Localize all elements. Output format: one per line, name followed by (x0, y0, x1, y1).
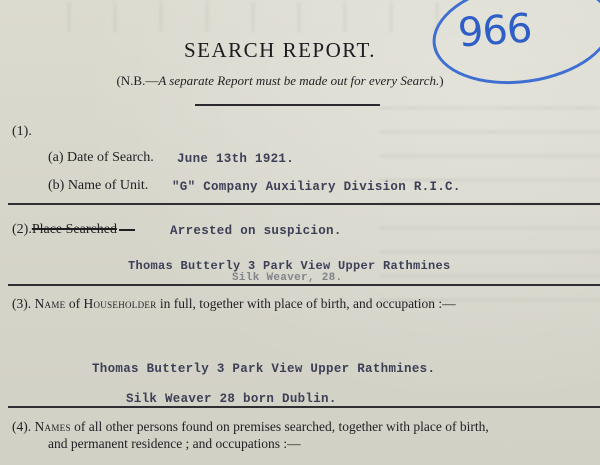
names-word: Names (34, 419, 71, 434)
name-word: Name (34, 296, 66, 311)
note-suffix: ) (439, 73, 444, 88)
section-2-label (12, 222, 135, 238)
strike-dash (119, 229, 135, 231)
date-of-search-value: June 13th 1921. (177, 152, 295, 166)
of-word: of (68, 296, 81, 311)
note-body: A separate Report must be made out for every Search. (158, 73, 440, 88)
section-divider (8, 284, 600, 286)
householder-name-address: Thomas Butterly 3 Park View Upper Rathmines. (92, 362, 436, 376)
section-4-number: (4). (12, 419, 32, 434)
other-persons-label-line2: and permanent residence ; and occupations :— (48, 436, 301, 451)
bleed-through-text (50, 2, 470, 32)
other-persons-label (12, 419, 489, 435)
note-prefix: (N.B.— (116, 73, 159, 88)
name-of-unit-value: "G" Company Auxiliary Division R.I.C. (172, 180, 461, 194)
other-persons-label-rest: of all other persons found on premises searched, together with place of birth, (74, 419, 489, 434)
householder-label (12, 296, 456, 312)
section-divider (8, 406, 600, 408)
section-2-number: (2). (12, 222, 32, 237)
section-divider (8, 203, 600, 205)
arrested-person: Thomas Butterly 3 Park View Upper Rathmines (128, 259, 451, 273)
overtyped-text: Silk Weaver, 28. (232, 272, 343, 284)
stamp-number: 966 (456, 5, 533, 57)
page-note (0, 73, 560, 89)
section-1-number: (1). (12, 124, 32, 139)
title-divider (195, 104, 380, 106)
page-title: SEARCH REPORT. (183, 38, 377, 62)
householder-word: Householder (83, 296, 157, 311)
householder-occupation: Silk Weaver 28 born Dublin. (126, 392, 337, 406)
place-searched-label-struck: Place Searched (31, 222, 117, 237)
householder-label-rest: in full, together with place of birth, and occupation :— (159, 296, 456, 311)
section-3-number: (3). (12, 296, 32, 311)
date-of-search-label: (a) Date of Search. (48, 150, 154, 165)
bleed-through-text (380, 85, 600, 315)
name-of-unit-label: (b) Name of Unit. (48, 178, 149, 193)
arrest-note: Arrested on suspicion. (170, 224, 342, 238)
